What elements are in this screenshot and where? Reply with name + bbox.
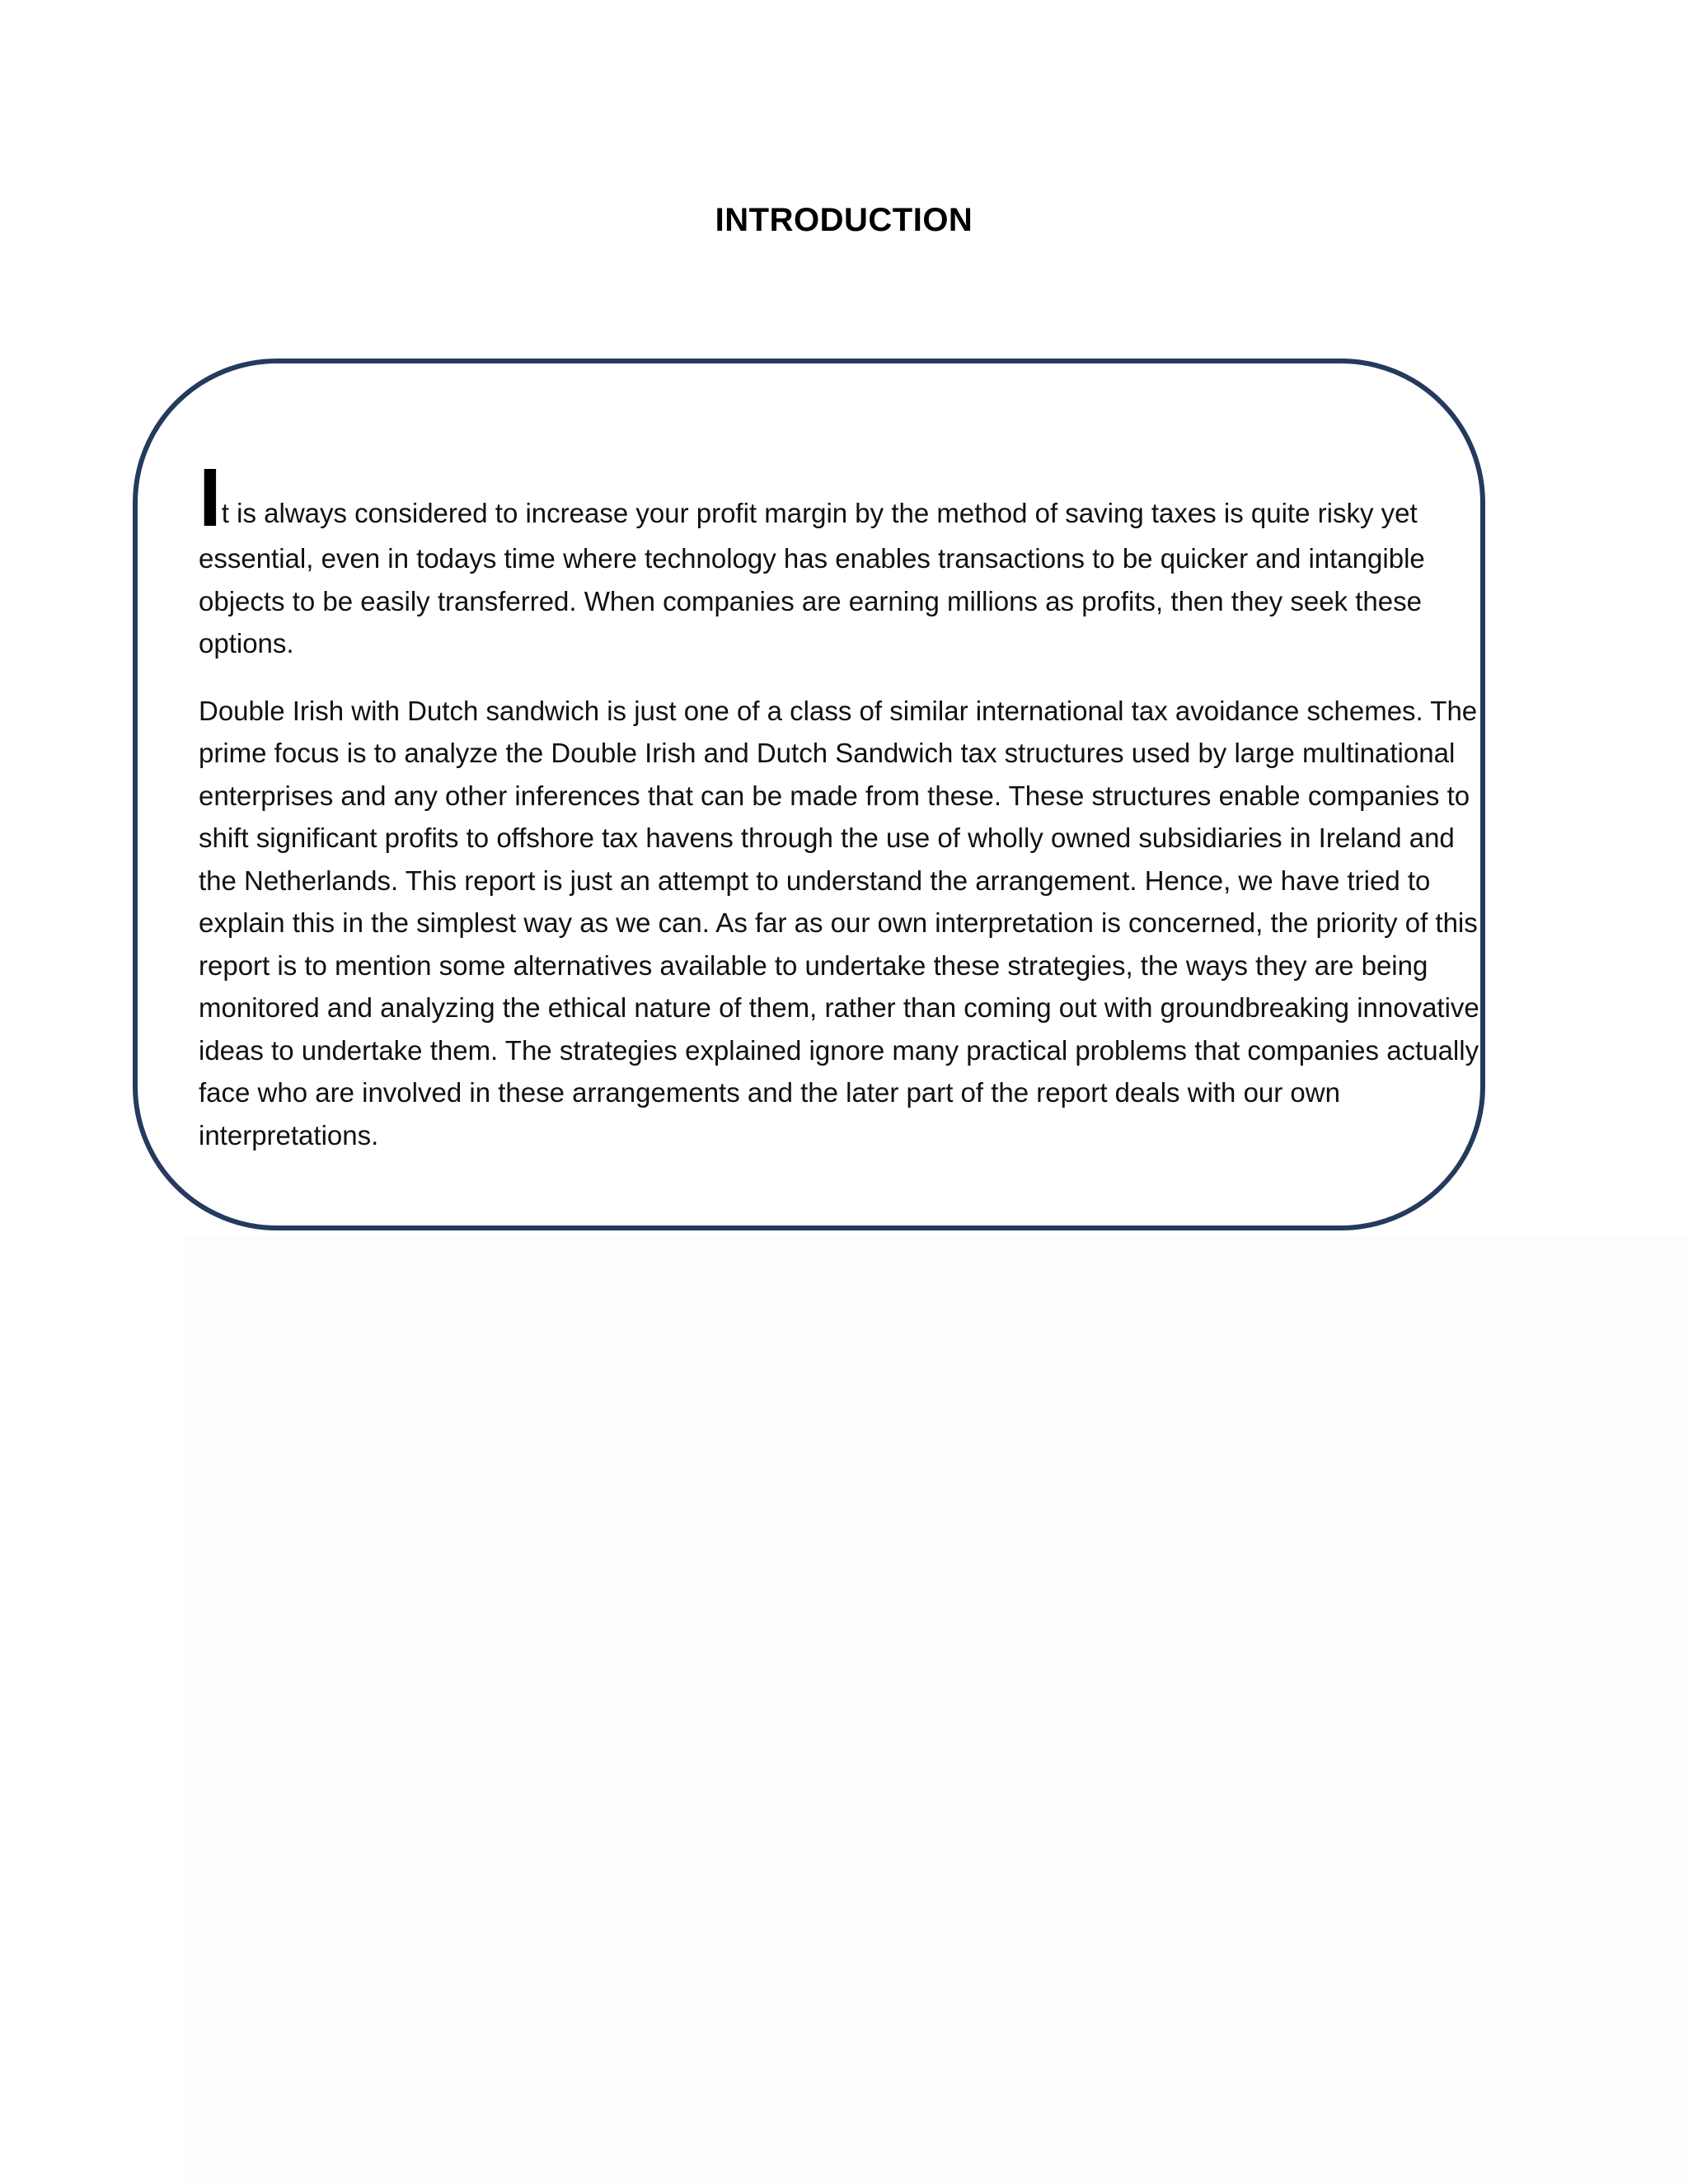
page-background-shade bbox=[183, 1236, 1688, 2184]
first-line bbox=[199, 452, 1484, 544]
body-text bbox=[199, 452, 1484, 1156]
drop-cap: I bbox=[199, 452, 222, 544]
intro-paragraph-1 bbox=[199, 452, 1484, 665]
first-line-text: t is always considered to increase your profit margin by the method of saving taxes is quite risky yet bbox=[221, 498, 1418, 528]
intro-paragraph-2: Double Irish with Dutch sandwich is just one of a class of similar international tax avoidance schemes. The prime focus is to analyze the Double Irish and Dutch Sandwich tax structures used by large multinational enterprises and any other inferences that can be made from these. These structures enable companies to shift significant profits to offshore tax havens through the use of wholly owned subsidiaries in Ireland and the Netherlands. This report is just an attempt to understand the arrangement. Hence, we have tried to explain this in the simplest way as we can. As far as our own interpretation is concerned, the priority of this report is to mention some alternatives available to undertake these strategies, the ways they are being monitored and analyzing the ethical nature of them, rather than coming out with groundbreaking innovative ideas to undertake them. The strategies explained ignore many practical problems that companies actually face who are involved in these arrangements and the later part of the report deals with our own interpretations. bbox=[199, 695, 1479, 1151]
page-title: INTRODUCTION bbox=[715, 202, 973, 238]
paragraph-1-continuation: essential, even in todays time where technology has enables transactions to be quicker and intangible objects to be easily transferred. When companies are earning millions as profits, then they seek these options. bbox=[199, 543, 1425, 658]
